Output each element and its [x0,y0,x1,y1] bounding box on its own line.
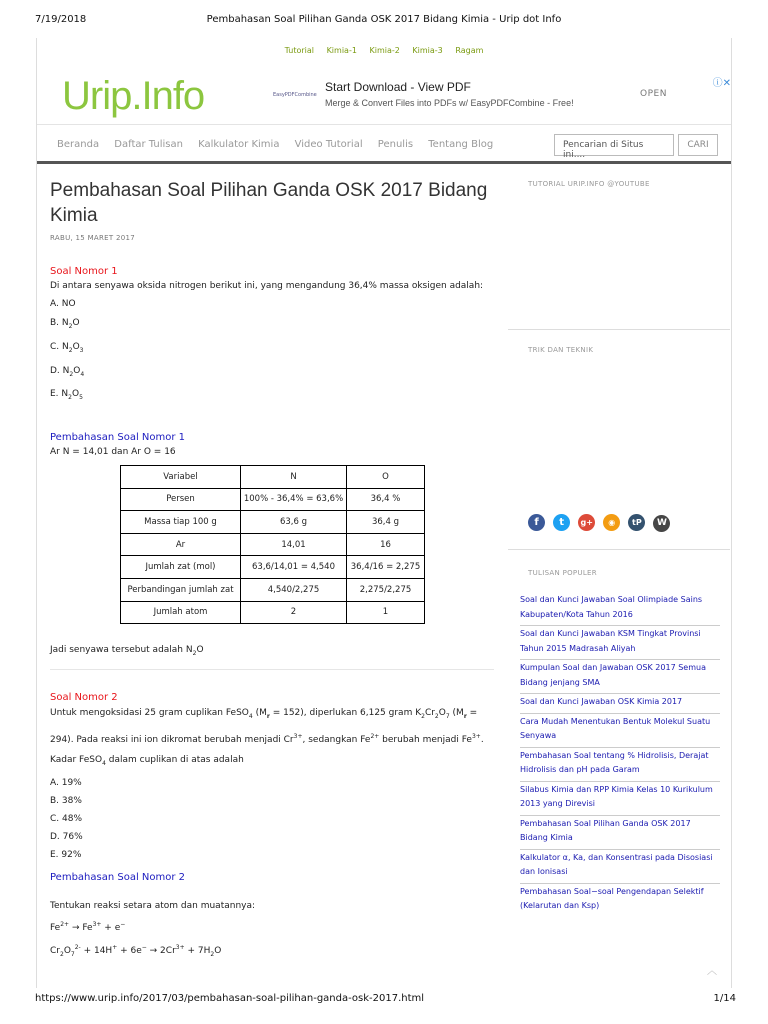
popular-item[interactable]: Soal dan Kunci Jawaban Soal Olimpiade Sains Kabupaten/Kota Tahun 2016 [520,592,720,626]
post-content [50,178,498,242]
table-row [121,601,425,624]
q1-option-c: C. $N_2O_3$ [50,341,84,354]
table-cell: 36,4 % [347,488,425,511]
p1-ar: Ar N = 14,01 dan Ar O = 16 [50,447,176,457]
toplink[interactable]: Kimia-1 [326,46,357,55]
table-cell: 63,6/14,01 = 4,540 [241,556,347,579]
sidebar-trik [508,346,730,354]
q1-option-a: A. NO [50,299,76,309]
calc-table [120,465,425,624]
q1-option-d: D. $N_2O_4$ [50,365,85,378]
table-row [121,556,425,579]
table-cell: Massa tiap 100 g [121,511,241,534]
top-links [0,46,768,55]
q2-option-d: D. 76% [50,831,83,842]
nav-tentang-blog[interactable]: Tentang Blog [428,139,494,150]
table-cell: 16 [347,533,425,556]
rss-icon[interactable]: ◉ [603,514,620,531]
table-cell: Persen [121,488,241,511]
table-cell: O [347,466,425,489]
google-plus-icon[interactable]: g+ [578,514,595,531]
wordpress-icon[interactable]: W [653,515,670,532]
ad-headline[interactable]: Start Download - View PDF [325,80,471,94]
popular-item[interactable]: Silabus Kimia dan RPP Kimia Kelas 10 Kurikulum 2013 yang Direvisi [520,782,720,816]
table-cell: Jumlah atom [121,601,241,624]
q2-text: Untuk mengoksidasi 25 gram cuplikan FeSO$_4$ $(M_r = 152)$, diperlukan 6,125 gram $K_2Cr_2O_7$ $(M_r = 294)$. Pada reaksi ini ion dikromat berubah menjadi $Cr^{3+}$, sedangkan $Fe^{2+}$ berubah menjadi $Fe^{3+}$. Kadar FeSO$_4$ dalam cuplikan di atas adalah [50,708,484,767]
table-cell: 2,275/2,275 [347,578,425,601]
popular-item[interactable]: Pembahasan Soal tentang % Hidrolisis, Derajat Hidrolisis dan pH pada Garam [520,748,720,782]
table-cell: Ar [121,533,241,556]
print-page: 1/14 [713,993,736,1004]
post-date: RABU, 15 MARET 2017 [50,234,136,242]
table-row [121,511,425,534]
navbar [37,124,731,164]
ad-open-button[interactable]: OPEN [640,89,667,99]
q1-option-e: E. $N_2O_5$ [50,389,83,402]
sidebar-youtube [508,180,730,188]
sidebar-popular [508,569,730,577]
table-cell: 63,6 g [241,511,347,534]
site-logo[interactable]: Urip.Info [62,74,205,118]
facebook-icon[interactable]: f [528,514,545,531]
sidebar-divider [508,329,730,330]
pembahasan-1 [50,432,185,461]
search-button[interactable]: CARI [678,134,718,156]
table-row [121,488,425,511]
pembahasan-2 [50,872,500,965]
ad-banner[interactable] [265,70,735,125]
popular-item[interactable]: Pembahasan Soal Pilihan Ganda OSK 2017 Bidang Kimia [520,816,720,850]
table-cell: 14,01 [241,533,347,556]
sidebar-youtube-title: TUTORIAL URIP.INFO @YOUTUBE [528,180,650,188]
table-row [121,533,425,556]
scroll-top-icon[interactable]: ︿ [707,966,717,977]
nav-beranda[interactable]: Beranda [57,139,100,150]
table-row [121,466,425,489]
popular-item[interactable]: Soal dan Kunci Jawaban OSK Kimia 2017 [520,694,720,714]
table-cell: Jumlah zat (mol) [121,556,241,579]
p2-intro: Tentukan reaksi setara atom dan muatannya: [50,901,256,911]
popular-item[interactable]: Kalkulator α, Ka, dan Konsentrasi pada Disosiasi dan Ionisasi [520,850,720,884]
sidebar-divider [508,549,730,550]
print-date: 7/19/2018 [35,14,87,25]
p1-conclusion-text: Jadi senyawa tersebut adalah N [50,645,193,655]
toplink[interactable]: Kimia-3 [412,46,443,55]
q2-option-a: A. 19% [50,777,82,788]
q1-option-b: B. $N_2O$ [50,318,80,330]
nav-kalkulator-kimia[interactable]: Kalkulator Kimia [198,139,280,150]
table-cell: 36,4/16 = 2,275 [347,556,425,579]
table-cell: 4,540/2,275 [241,578,347,601]
twitter-icon[interactable]: t [553,514,570,531]
table-cell: Variabel [121,466,241,489]
main-nav [57,139,505,150]
ad-brand: EasyPDFCombine [273,92,317,98]
ad-subtext: Merge & Convert Files into PDFs w/ EasyPDFCombine - Free! [325,98,574,108]
ad-close-icon[interactable]: ⓘ✕ [712,78,731,89]
table-cell: 1 [347,601,425,624]
p2-reaction-2: $Cr_2O_7^{2-} + 14H^+ + 6e^- \to 2Cr^{3+} + 7H_2O$ [50,944,222,958]
p2-reaction-1: $Fe^{2+} \to Fe^{3+} + e^-$ [50,921,126,933]
q2-option-e: E. 92% [50,849,82,860]
question-2 [50,692,500,864]
p1-heading: Pembahasan Soal Nomor 1 [50,432,186,443]
nav-daftar-tulisan[interactable]: Daftar Tulisan [114,139,183,150]
q2-option-c: C. 48% [50,813,83,824]
table-cell: Perbandingan jumlah zat [121,578,241,601]
post-title: Pembahasan Soal Pilihan Ganda OSK 2017 Bidang Kimia [50,180,488,226]
table-cell: N [241,466,347,489]
p2-heading: Pembahasan Soal Nomor 2 [50,872,186,883]
q2-heading: Soal Nomor 2 [50,692,118,703]
popular-item[interactable]: Soal dan Kunci Jawaban KSM Tingkat Provinsi Tahun 2015 Madrasah Aliyah [520,626,720,660]
p1-conclusion: Jadi senyawa tersebut adalah $N_2O$ [50,645,204,657]
q1-heading: Soal Nomor 1 [50,266,118,277]
table-cell: 36,4 g [347,511,425,534]
social-links [528,510,673,532]
print-url: https://www.urip.info/2017/03/pembahasan-soal-pilihan-ganda-osk-2017.html [35,993,425,1004]
popular-item[interactable]: Pembahasan Soal−soal Pengendapan Selektif (Kelarutan dan Ksp) [520,886,704,910]
popular-posts [520,592,720,917]
q2-option-b: B. 38% [50,795,82,806]
print-title: Pembahasan Soal Pilihan Ganda OSK 2017 Bidang Kimia - Urip dot Info [206,14,562,25]
popular-title: TULISAN POPULER [528,569,597,577]
question-1 [50,266,498,408]
popular-item[interactable]: Cara Mudah Menentukan Bentuk Molekul Suatu Senyawa [520,714,720,748]
toplink[interactable]: Ragam [455,46,484,55]
toplink[interactable]: Kimia-2 [369,46,400,55]
search-input[interactable]: Pencarian di Situs ini.... [554,134,674,156]
nav-video-tutorial[interactable]: Video Tutorial [294,139,363,150]
sidebar-trik-title: TRIK DAN TEKNIK [528,346,594,354]
toplink[interactable]: Tutorial [284,46,315,55]
popular-item[interactable]: Kumpulan Soal dan Jawaban OSK 2017 Semua Bidang jenjang SMA [520,660,720,694]
q1-text: Di antara senyawa oksida nitrogen berikut ini, yang mengandung 36,4% massa oksigen adalah: [50,281,484,291]
divider [50,669,494,670]
table-cell: 100% - 36,4% = 63,6% [241,488,347,511]
tumblr-icon[interactable]: tP [628,514,645,531]
table-cell: 2 [241,601,347,624]
nav-penulis[interactable]: Penulis [377,139,414,150]
table-row [121,578,425,601]
